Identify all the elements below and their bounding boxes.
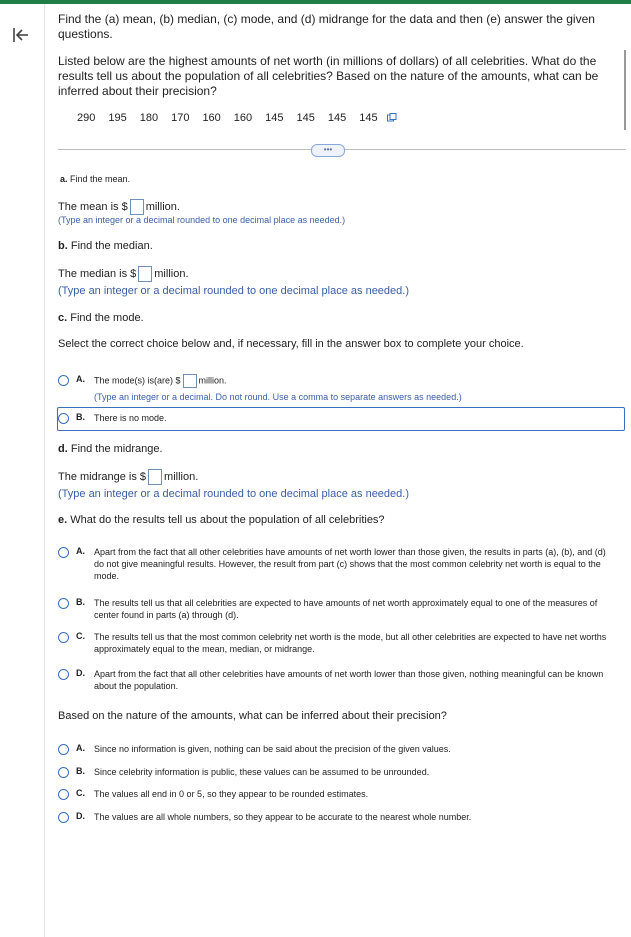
precision-option-b-radio[interactable]: [58, 767, 69, 778]
data-value: 180: [139, 112, 159, 124]
data-values-row: [77, 112, 397, 124]
question-intro: Find the (a) mean, (b) median, (c) mode, and (d) midrange for the data and then (e) answer the given questions.: [58, 12, 595, 41]
part-a-label: [60, 174, 130, 184]
precision-option-b[interactable]: [58, 766, 618, 780]
population-option-d-text: Apart from the fact that all other celebrities have amounts of net worth lower than those given, nothing meaningful can be known about the population.: [94, 669, 604, 691]
part-d-label-text: Find the midrange.: [70, 443, 163, 455]
population-option-a-text: Apart from the fact that all other celebrities have amounts of net worth lower than those given, the results in parts (a), (b), and (d) do not give meaningful results. However, the result from part (c) shows that the most common celebrity net worth is equal to the mode.: [94, 547, 606, 581]
midrange-suffix: million.: [164, 470, 199, 483]
part-a-label-text: Find the mean.: [70, 174, 131, 184]
precision-option-b-letter: B.: [76, 766, 85, 776]
precision-option-c-radio[interactable]: [58, 789, 69, 800]
precision-option-d-radio[interactable]: [58, 812, 69, 823]
data-value: 145: [296, 112, 315, 124]
median-answer-line: [58, 266, 189, 282]
precision-option-d-letter: D.: [76, 811, 85, 821]
precision-option-a-text: Since no information is given, nothing can be said about the precision of the given values.: [94, 744, 451, 754]
population-option-a-radio[interactable]: [58, 547, 69, 558]
mean-suffix: million.: [145, 200, 180, 213]
data-value: 145: [265, 112, 284, 124]
mode-option-b-text: There is no mode.: [94, 413, 167, 423]
mode-input[interactable]: [183, 374, 197, 388]
population-option-b[interactable]: [58, 597, 618, 625]
precision-option-d[interactable]: [58, 811, 618, 825]
data-value: 290: [77, 112, 96, 124]
precision-option-a-radio[interactable]: [58, 744, 69, 755]
mode-option-a-radio[interactable]: [58, 375, 69, 386]
mode-suffix: million.: [198, 375, 227, 386]
precision-option-c[interactable]: [58, 788, 618, 802]
precision-option-b-text: Since celebrity information is public, these values can be assumed to be unrounded.: [94, 767, 430, 777]
part-d-label: [58, 443, 163, 455]
data-value: 160: [233, 112, 253, 124]
top-accent-bar: [0, 0, 631, 4]
part-e-letter: e.: [58, 514, 68, 526]
part-c-label-text: Find the mode.: [70, 312, 144, 324]
part-c-label: [58, 312, 144, 324]
population-option-d-radio[interactable]: [58, 669, 69, 680]
part-b-label-text: Find the median.: [70, 240, 153, 252]
population-option-b-text: The results tell us that all celebrities are expected to have amounts of net worth approximately equal to one of the measures of center found in parts (a) through (d).: [94, 598, 598, 620]
part-e-label: [58, 514, 385, 526]
precision-option-c-text: The values all end in 0 or 5, so they appear to be rounded estimates.: [94, 789, 369, 799]
mode-option-a[interactable]: [58, 374, 618, 404]
precision-option-a[interactable]: [58, 743, 618, 757]
mode-option-b[interactable]: [58, 412, 618, 426]
midrange-answer-line: [58, 469, 198, 485]
population-option-c-radio[interactable]: [58, 632, 69, 643]
precision-option-d-text: The values are all whole numbers, so they appear to be accurate to the nearest whole number.: [94, 812, 472, 822]
copy-data-icon[interactable]: [387, 113, 397, 123]
midrange-prefix: The midrange is $: [58, 470, 147, 483]
data-value: 195: [108, 112, 127, 124]
part-d-letter: d.: [58, 443, 68, 455]
median-prefix: The median is $: [58, 267, 137, 280]
midrange-input[interactable]: [148, 469, 162, 485]
mean-answer-line: [58, 199, 180, 215]
data-value: 170: [171, 112, 190, 124]
precision-option-a-letter: A.: [76, 743, 85, 753]
median-input[interactable]: [138, 266, 152, 282]
median-suffix: million.: [154, 267, 189, 280]
part-c-letter: c.: [58, 312, 68, 324]
population-option-b-radio[interactable]: [58, 598, 69, 609]
data-value: 160: [202, 112, 221, 124]
population-option-c-letter: C.: [76, 631, 85, 641]
population-option-a-letter: A.: [76, 546, 85, 556]
mode-option-b-radio[interactable]: [58, 413, 69, 424]
mode-option-b-letter: B.: [76, 412, 85, 422]
precision-label: Based on the nature of the amounts, what can be inferred about their precision?: [58, 710, 447, 722]
population-option-b-letter: B.: [76, 597, 85, 607]
scrollbar-thumb[interactable]: [624, 50, 626, 130]
data-value: 145: [327, 112, 347, 124]
mean-input[interactable]: [130, 199, 144, 215]
part-b-label: [58, 240, 153, 252]
collapse-back-button[interactable]: [8, 22, 34, 48]
midrange-hint: (Type an integer or a decimal rounded to one decimal place as needed.): [58, 488, 409, 500]
population-option-d[interactable]: [58, 668, 618, 696]
mode-option-a-letter: A.: [76, 374, 85, 384]
question-listing: Listed below are the highest amounts of net worth (in millions of dollars) of all celebrities. What do the results tell us about the population of all celebrities? Based on the nature of the amounts, what can be inferred about their precision?: [58, 54, 599, 98]
median-hint: (Type an integer or a decimal rounded to one decimal place as needed.): [58, 285, 409, 297]
mode-hint: (Type an integer or a decimal. Do not round. Use a comma to separate answers as needed.): [94, 392, 462, 402]
mode-prefix: The mode(s) is(are) $: [94, 375, 181, 386]
precision-option-c-letter: C.: [76, 788, 85, 798]
data-value: 145: [359, 112, 378, 124]
mean-prefix: The mean is $: [58, 200, 128, 213]
expand-more-button[interactable]: •••: [311, 144, 345, 157]
part-b-letter: b.: [58, 240, 68, 252]
population-option-c[interactable]: [58, 631, 618, 659]
left-sidebar: [0, 4, 45, 937]
part-a-letter: a.: [60, 174, 68, 184]
population-option-d-letter: D.: [76, 668, 85, 678]
population-option-a[interactable]: [58, 546, 618, 586]
mode-instruction: Select the correct choice below and, if necessary, fill in the answer box to complete your choice.: [58, 338, 524, 350]
population-option-c-text: The results tell us that the most common celebrity net worth is the mode, but all other celebrities are expected to have net worths approximately equal to the mean, median, or midrange.: [94, 632, 607, 654]
mean-hint: (Type an integer or a decimal rounded to one decimal place as needed.): [58, 215, 346, 225]
mode-option-a-text: [94, 374, 614, 388]
bar-arrow-left-icon: [8, 22, 34, 48]
part-e-label-text: What do the results tell us about the population of all celebrities?: [70, 514, 385, 526]
